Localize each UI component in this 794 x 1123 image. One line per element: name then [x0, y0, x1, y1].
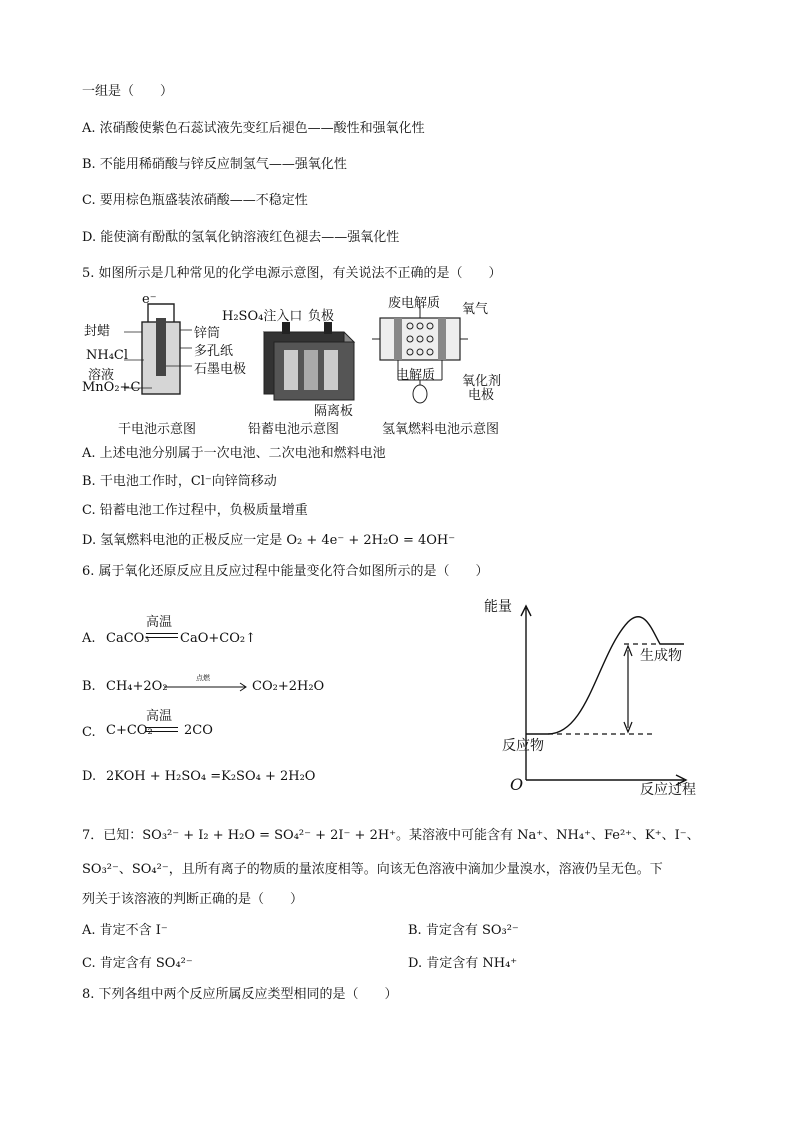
q6-option-a-letter: A. — [82, 631, 96, 646]
lead-battery-diagram — [254, 312, 364, 402]
q6-option-a-cond: 高温 — [146, 615, 173, 630]
dry-label-nh4cl: NH₄Cl — [86, 348, 129, 363]
q5-option-a: A. 上述电池分别属于一次电池、二次电池和燃料电池 — [82, 446, 386, 461]
q4-option-a: A. 浓硝酸使紫色石蕊试液先变红后褪色——酸性和强氧化性 — [82, 121, 425, 136]
q7-option-a: A. 肯定不含 I⁻ — [82, 923, 168, 938]
fuel-label-oxygen: 氧气 — [462, 302, 489, 317]
q6-option-c-right: 2CO — [184, 723, 213, 738]
fuel-label-waste: 废电解质 — [388, 296, 441, 311]
fuel-label-electrolyte: 电解质 — [396, 368, 436, 383]
q6-option-b-right: CO₂+2H₂O — [252, 679, 325, 694]
q4-option-b: B. 不能用稀硝酸与锌反应制氢气——强氧化性 — [82, 157, 347, 172]
product-label: 生成物 — [640, 648, 682, 664]
fuel-label-oxidant: 氧化剂 — [462, 374, 502, 389]
q6-option-b-left: CH₄+2O₂ — [106, 679, 168, 694]
q6-option-b-letter: B. — [82, 679, 96, 694]
dry-label-zinc: 锌筒 — [194, 326, 221, 341]
q7-option-c: C. 肯定含有 SO₄²⁻ — [82, 956, 193, 971]
q5-option-c: C. 铅蓄电池工作过程中，负极质量增重 — [82, 503, 308, 518]
q5-stem: 5. 如图所示是几种常见的化学电源示意图，有关说法不正确的是（ ） — [82, 266, 502, 281]
q6-option-c-equals — [146, 727, 178, 732]
q4-option-d: D. 能使滴有酚酞的氢氧化钠溶液红色褪去——强氧化性 — [82, 230, 400, 245]
energy-diagram — [478, 594, 718, 804]
q6-option-c-letter: C. — [82, 725, 96, 740]
q6-option-c-cond: 高温 — [146, 709, 173, 724]
lead-label-negative: 负极 — [308, 309, 335, 324]
lead-label-inlet: H₂SO₄注入口 — [222, 309, 303, 324]
q4-option-c: C. 要用棕色瓶盛装浓硝酸——不稳定性 — [82, 193, 308, 208]
dry-label-wax: 封蜡 — [84, 324, 111, 339]
q5-option-d: D. 氢氧燃料电池的正极反应一定是 O₂ + 4e⁻ + 2H₂O = 4OH⁻ — [82, 533, 456, 548]
dry-label-graphite: 石墨电极 — [194, 362, 247, 377]
dry-label-solution: 溶液 — [88, 368, 115, 383]
q6-option-d-letter: D. — [82, 769, 97, 784]
origin-label: O — [510, 775, 524, 794]
q6-stem: 6. 属于氧化还原反应且反应过程中能量变化符合如图所示的是（ ） — [82, 564, 489, 579]
energy-axis-label: 能量 — [484, 599, 512, 615]
q6-option-a-right: CaO+CO₂↑ — [180, 631, 256, 646]
q6-option-d-equation: 2KOH + H₂SO₄ =K₂SO₄ + 2H₂O — [106, 769, 316, 784]
reactant-label: 反应物 — [502, 738, 544, 754]
reaction-process-label: 反应过程 — [640, 782, 696, 798]
q4-stem: 一组是（ ） — [82, 84, 174, 99]
dry-label-paper: 多孔纸 — [194, 344, 234, 359]
fuel-cell-caption: 氢氧燃料电池示意图 — [382, 422, 500, 437]
dry-label-mno2: MnO₂+C — [82, 380, 141, 395]
lead-label-separator: 隔离板 — [314, 404, 354, 419]
dry-label-e: e⁻ — [142, 292, 157, 307]
q5-option-b: B. 干电池工作时，Cl⁻向锌筒移动 — [82, 474, 277, 489]
fuel-label-electrode: 电极 — [468, 388, 495, 403]
lead-battery-caption: 铅蓄电池示意图 — [248, 422, 340, 437]
q6-option-b-arrow — [164, 682, 250, 692]
q7-line-2: SO₃²⁻、SO₄²⁻，且所有离子的物质的量浓度相等。向该无色溶液中滴加少量溴水，溶液仍呈无色。下 — [82, 862, 663, 877]
q6-option-c-left: C+CO₂ — [106, 723, 153, 738]
q6-option-b-cond: 点燃 — [196, 674, 210, 682]
battery-figures — [82, 292, 532, 442]
q8-stem: 8. 下列各组中两个反应所属反应类型相同的是（ ） — [82, 987, 398, 1002]
q7-line-1: 7．已知：SO₃²⁻ + I₂ + H₂O = SO₄²⁻ + 2I⁻ + 2H⁺。某溶液中可能含有 Na⁺、NH₄⁺、Fe²⁺、K⁺、I⁻、 — [82, 828, 700, 843]
q6-option-a-left: CaCO₃ — [106, 631, 150, 646]
q7-line-3: 列关于该溶液的判断正确的是（ ） — [82, 892, 304, 907]
dry-cell-caption: 干电池示意图 — [118, 422, 197, 437]
q7-option-b: B. 肯定含有 SO₃²⁻ — [408, 923, 519, 938]
q6-option-a-equals — [146, 633, 178, 638]
q7-option-d: D. 肯定含有 NH₄⁺ — [408, 956, 518, 971]
